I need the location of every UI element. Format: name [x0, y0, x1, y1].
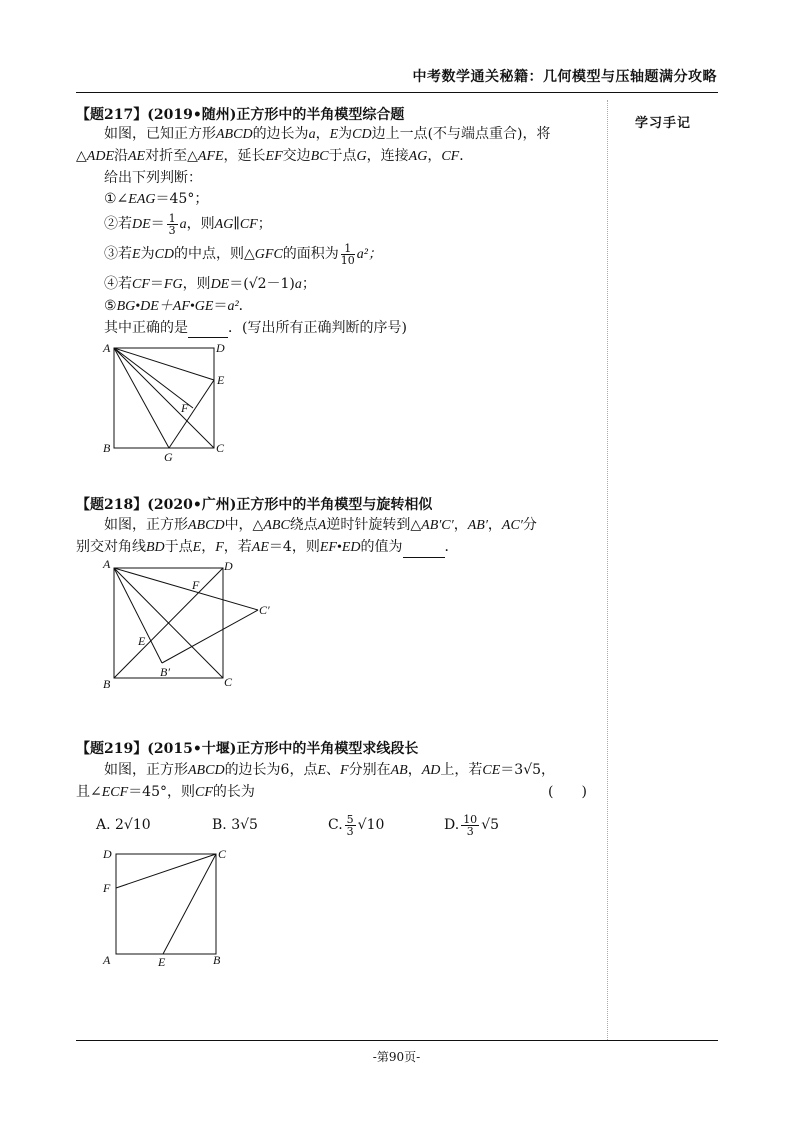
text: 绕点 [289, 517, 318, 533]
q217-item2 [104, 211, 272, 238]
label-c: C [216, 441, 225, 455]
label-a: A [103, 341, 111, 355]
text: a [179, 217, 187, 232]
text: ①∠ [104, 191, 129, 207]
text: ， [453, 517, 468, 533]
label-e: E [158, 955, 166, 969]
text: A [317, 518, 327, 533]
footer-rule [76, 1040, 718, 1041]
segment-ac2 [114, 568, 258, 610]
q218-topic: 正方形中的半角模型与旋转相似 [236, 497, 433, 513]
text: E [317, 763, 327, 778]
text: 对折至△ [145, 148, 198, 164]
text: EF•ED [319, 540, 361, 555]
page-number: -第90页- [372, 1050, 421, 1064]
text: BC [310, 149, 329, 164]
text: ．(写出所有正确判断的序号) [228, 320, 407, 336]
text: 别交对角线 [76, 539, 146, 555]
text: ABCD [188, 763, 225, 778]
label-e: E [138, 634, 146, 648]
text: a [294, 277, 302, 292]
segment-eg [169, 380, 214, 448]
column-divider [607, 100, 608, 1040]
label-d: D [224, 559, 233, 573]
text: DE [132, 217, 151, 232]
label-a: A [103, 953, 111, 967]
q217-heading [76, 104, 404, 124]
q219-topic: 正方形中的半角模型求线段长 [236, 741, 419, 757]
text: AB′ [467, 518, 488, 533]
text: a [308, 127, 316, 142]
text: 为 [140, 246, 155, 262]
text: √10 [357, 817, 385, 833]
text: AG [214, 217, 234, 232]
text: FG [163, 277, 183, 292]
text: ． [238, 298, 253, 314]
label-d: D [103, 847, 112, 861]
text: a²； [356, 247, 382, 262]
text: G [356, 149, 367, 164]
text: ，延长 [223, 148, 266, 164]
label-c: C [218, 847, 227, 861]
text: 中，△ [224, 517, 264, 533]
label-e: E [217, 373, 225, 387]
text: ， [427, 148, 442, 164]
text: ⑤ [104, 298, 117, 314]
q219-option-b[interactable]: B. 3√5 [212, 817, 258, 833]
text: E [329, 127, 339, 142]
text: ECF [101, 785, 129, 800]
segment-b2c2 [162, 610, 258, 663]
text: ＝45°； [155, 191, 209, 207]
q219-line2 [76, 782, 255, 803]
q218-line1 [104, 515, 537, 536]
label-c2: C′ [259, 603, 270, 617]
fraction [167, 213, 178, 236]
segment-ac [114, 348, 214, 448]
text: 逆时针旋转到△ [326, 517, 422, 533]
label-b2: B′ [160, 665, 170, 679]
text: 、 [326, 762, 341, 778]
label-d: D [216, 341, 225, 355]
fraction [341, 243, 355, 266]
text: 的值为 [360, 539, 403, 555]
header-rule [76, 92, 718, 93]
text: ABCD [188, 518, 225, 533]
text: AB [390, 763, 408, 778]
text: ； [301, 276, 316, 292]
text: 边上一点(不与端点重合)，将 [371, 126, 551, 142]
label-f: F [181, 401, 189, 415]
segment-af [114, 348, 193, 408]
q219-source: (2015•十堰) [147, 741, 237, 757]
text: ＝3√5， [500, 762, 556, 778]
segment-ab2 [114, 568, 162, 663]
q219-figure [100, 844, 240, 972]
q217-item5 [104, 296, 253, 317]
label-c: C [224, 675, 233, 688]
q219-answer-paren[interactable]: ( ) [548, 784, 587, 800]
text: ②若 [104, 216, 132, 232]
text: ，则 [186, 216, 215, 232]
text: 分 [522, 517, 537, 533]
text: ④若 [104, 276, 132, 292]
text: AE [251, 540, 269, 555]
text: 的中点，则△ [174, 246, 255, 262]
text: ＝4，则 [268, 539, 320, 555]
text: ＝(√2－1) [229, 276, 295, 292]
q218-source: (2020•广州) [147, 497, 237, 513]
text: ＝ [149, 276, 164, 292]
text: BD [146, 540, 165, 555]
label-a: A [103, 558, 111, 571]
q217-ask [104, 318, 407, 338]
text: CD [154, 247, 175, 262]
text: AE [128, 149, 146, 164]
text: ，若 [223, 539, 252, 555]
text: CF [132, 277, 150, 292]
numerator: 5 [346, 812, 354, 826]
text: 其中正确的是 [104, 320, 188, 336]
label-g: G [164, 450, 173, 464]
q219-option-a[interactable]: A. 2√10 [96, 817, 151, 833]
text: E [132, 247, 141, 262]
q219-line1 [104, 760, 555, 781]
text: GFC [254, 247, 283, 262]
text: ABCD [216, 127, 253, 142]
text: F [215, 540, 224, 555]
text: CF [441, 149, 460, 164]
q217-item4 [104, 274, 316, 295]
label-f: F [103, 881, 111, 895]
label-b: B [103, 441, 111, 455]
q217-line2 [76, 146, 473, 167]
fraction [461, 814, 479, 837]
text: ＝ [213, 298, 228, 314]
text: AC′ [501, 518, 523, 533]
text: AFE [197, 149, 224, 164]
q217-item3 [104, 241, 382, 268]
side-note-title: 学习手记 [635, 116, 692, 131]
text: ∥ [233, 216, 240, 232]
text: △ [76, 148, 87, 164]
text: 的边长为6，点 [224, 762, 318, 778]
text: 于点 [164, 539, 193, 555]
text: ， [487, 517, 502, 533]
label-f: F [192, 578, 200, 592]
denominator: 3 [346, 824, 354, 838]
q217-line1 [104, 124, 551, 145]
q219-heading [76, 738, 418, 758]
numerator: 1 [168, 211, 176, 225]
label-b: B [103, 677, 111, 688]
q217-given: 给出下列判断： [104, 170, 202, 186]
q219-option-c[interactable] [328, 812, 384, 838]
text: ， [315, 126, 330, 142]
text: 的边长为 [252, 126, 309, 142]
q217-number: 【题217】 [76, 107, 148, 123]
text: E [192, 540, 202, 555]
text: ． [444, 539, 459, 555]
text: ，连接 [366, 148, 409, 164]
text: ． [459, 148, 474, 164]
q218-figure [100, 558, 280, 688]
text: 上，若 [440, 762, 483, 778]
text: 为 [338, 126, 353, 142]
q217-source: (2019•随州) [147, 107, 237, 123]
denominator: 10 [340, 253, 355, 267]
q218-line2 [76, 537, 459, 558]
text: EAG [128, 192, 156, 207]
text: 如图，已知正方形 [104, 126, 216, 142]
q218-heading [76, 494, 432, 514]
text: ＝45°，则 [128, 784, 196, 800]
numerator: 10 [463, 812, 478, 826]
header-title: 中考数学通关秘籍：几何模型与压轴题满分攻略 [412, 69, 717, 85]
answer-blank[interactable] [403, 543, 445, 558]
text: ABC [263, 518, 290, 533]
text: 沿 [114, 148, 128, 164]
text: ，则 [182, 276, 211, 292]
text: CF [195, 785, 213, 800]
denominator: 3 [466, 824, 474, 838]
text: 于点 [328, 148, 357, 164]
text: AD [421, 763, 441, 778]
text: BG•DE＋AF•GE [116, 299, 214, 314]
text: EF [265, 149, 283, 164]
text: 的面积为 [282, 246, 339, 262]
text: a² [227, 299, 239, 314]
text: 且∠ [76, 784, 102, 800]
denominator: 3 [168, 223, 176, 237]
text: 的长为 [212, 784, 255, 800]
text: 如图，正方形 [104, 762, 188, 778]
text: AG [408, 149, 428, 164]
text: ③若 [104, 246, 132, 262]
q217-topic: 正方形中的半角模型综合题 [236, 107, 405, 123]
text: ； [257, 216, 272, 232]
fraction [345, 814, 356, 837]
text: ， [201, 539, 216, 555]
text: CE [482, 763, 501, 778]
label-b: B [213, 953, 221, 967]
numerator: 1 [341, 243, 355, 255]
q217-item1 [104, 189, 208, 210]
text: 如图，正方形 [104, 517, 188, 533]
square-abcd [116, 854, 216, 954]
text: CF [239, 217, 258, 232]
text: C. [328, 817, 343, 833]
text: DE [210, 277, 230, 292]
text: CD [352, 127, 372, 142]
text: F [340, 763, 349, 778]
text: ADE [86, 149, 114, 164]
q218-number: 【题218】 [76, 497, 148, 513]
text: 交边 [282, 148, 311, 164]
q219-number: 【题219】 [76, 741, 148, 757]
text: ＝ [150, 216, 165, 232]
answer-blank[interactable] [188, 323, 228, 338]
q219-option-d[interactable] [444, 812, 499, 838]
text: AB′C′ [421, 518, 454, 533]
text: 分别在 [348, 762, 391, 778]
q217-figure [100, 338, 240, 464]
text: D. [444, 817, 460, 833]
text: ， [407, 762, 422, 778]
text: √5 [481, 817, 500, 833]
